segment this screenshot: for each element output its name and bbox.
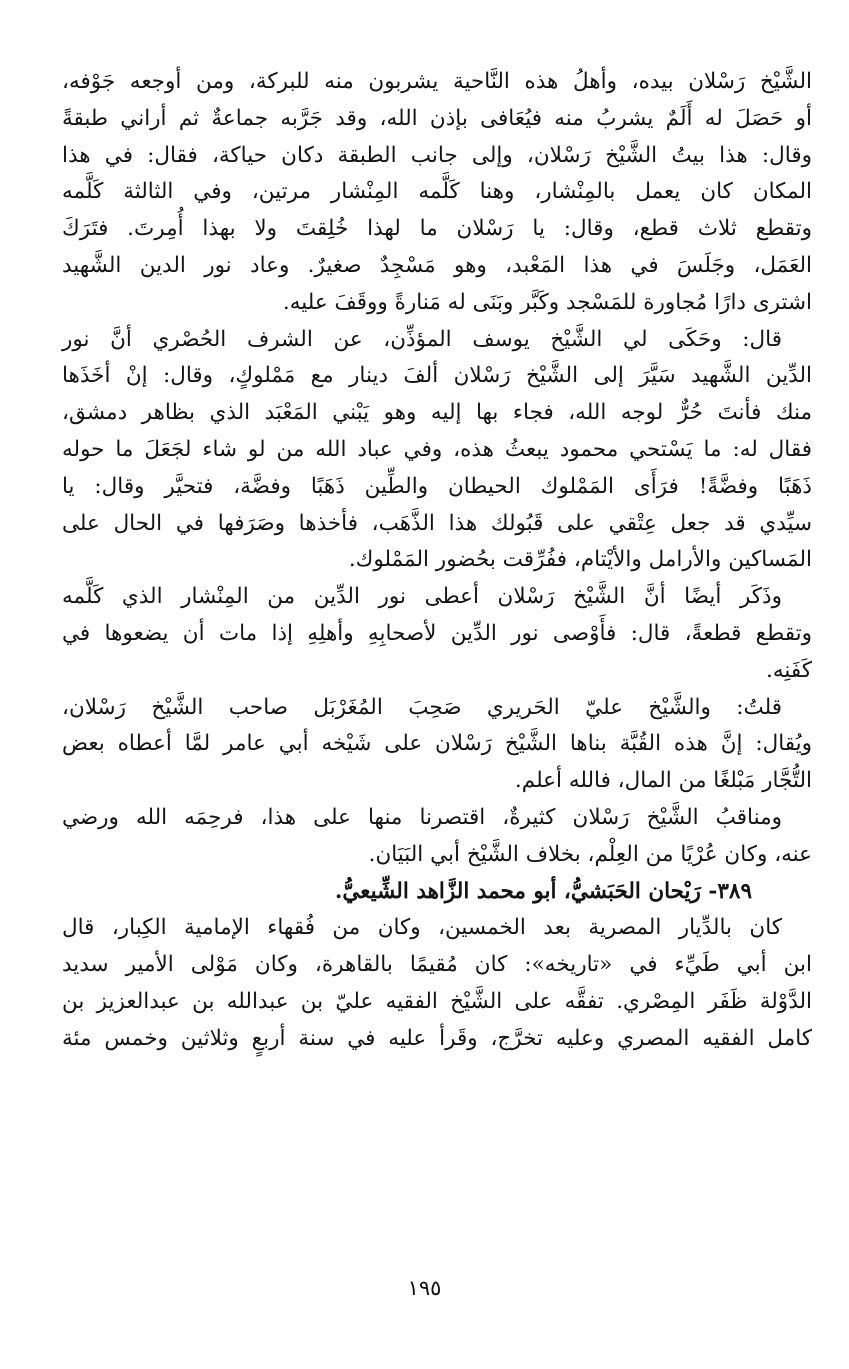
page-number: ١٩٥	[407, 1276, 442, 1300]
text-line: ومناقبُ الشَّيْخ رَسْلان كثيرةٌ، اقتصرنا منها على هذا، فرحِمَه الله ورضي	[62, 804, 782, 830]
text-line: الدِّين الشَّهيد سَيَّرَ إلى الشَّيْخ رَسْلان ألفَ دينار مع مَمْلوكٍ، وقال: إنْ أخَذَها	[62, 363, 812, 389]
text-line: المكان كان يعمل بالمِنْشار، وهنا كَلَّمه المِنْشار مرتين، وفي الثالثة كَلَّمه	[62, 179, 812, 205]
text-line: وقال: هذا بيتُ الشَّيْخ رَسْلان، وإلى جانب الطبقة دكان حياكة، فقال: في هذا	[62, 142, 812, 168]
text-line: فقال له: ما يَسْتحي محمود يبعثُ هذه، وفي عباد الله من لو شاء لجَعَلَ ما حوله	[62, 436, 812, 462]
text-line: المَساكين والأرامل والأيْتام، ففُرِّقت بحُضور المَمْلوك.	[348, 547, 812, 573]
text-line: عنه، وكان عُرْيًا من العِلْم، بخلاف الشَّيْخ أبي البَيَان.	[368, 841, 812, 867]
entry-heading: ٣٨٩- رَيْحان الحَبَشيُّ، أبو محمد الزَّاهد الشِّيعيُّ.	[334, 878, 752, 904]
text-line: الشَّيْخ رَسْلان بيده، وأهلُ هذه النَّاحية يشربون منه للبركة، ومن أوجعه جَوْفه،	[62, 69, 812, 94]
text-line: التُّجَّار مَبْلغًا من المال، فالله أعلم.	[514, 768, 812, 794]
text-line: وتقطع قطعةً، قال: فأَوْصى نور الدِّين لأصحابِهِ وأهلِهِ إذا مات أن يضعوها في	[62, 620, 812, 646]
text-line: منك فأنتَ حُرٌّ لوجه الله، فجاء بها إليه وهو يَبْني المَعْبَد الذي بظاهر دمشق،	[62, 400, 812, 426]
text-line: ذَهَبًا وفضَّةً! فرَأَى المَمْلوك الحيطان والطِّين ذَهَبًا وفضَّة، فتحيَّر وقال: يا	[62, 473, 812, 499]
page-body	[62, 64, 812, 1058]
text-line: سيِّدي قد جعل عِتْقي على قَبُولك هذا الذَّهَب، فأخذها وصَرَفها في الحال على	[62, 510, 812, 536]
text-line: اشترى دارًا مُجاورة للمَسْجد وكَبَّر وبَنَى له مَنارةً ووقَفَ عليه.	[282, 289, 812, 315]
text-line: وذَكَر أيضًا أنَّ الشَّيْخ رَسْلان أعطى نور الدِّين من المِنْشار الذي كَلَّمه	[62, 584, 782, 610]
text-line: أو حَصَلَ له أَلَمٌ يشربُ منه فيُعَافى بإذن الله، وقد جَرَّبه جماعةٌ ثم أراني طبقةً	[62, 105, 812, 131]
text-line: كان بالدِّيار المصرية بعد الخمسين، وكان من فُقهاء الإمامية الكِبار، قال	[62, 915, 782, 941]
text-line: ابن أبي طَيِّء في «تاريخه»: كان مُقيمًا بالقاهرة، وكان مَوْلى الأمير سديد	[62, 952, 812, 978]
text-line: وتقطع ثلاث قطع، وقال: يا رَسْلان ما لهذا خُلِقتَ ولا بهذا أُمِرتَ. فتَرَكَ	[62, 216, 812, 242]
text-line: الدَّوْلة ظَفَر المِصْري. تفقَّه على الشَّيْخ الفقيه عليّ بن عبدالله بن عبدالعزيز بن	[62, 988, 812, 1014]
text-line: ويُقال: إنَّ هذه القُبَّة بناها الشَّيْخ رَسْلان على شَيْخه أبي عامر لمَّا أعطاه بعض	[62, 731, 812, 757]
text-line: قال: وحَكَى لي الشَّيْخ يوسف المؤذِّن، عن الشرف الحُصْري أنَّ نور	[62, 326, 782, 352]
text-line: كامل الفقيه المصري وعليه تخرَّج، وقَرأ عليه في سنة أربعٍ وثلاثين وخمس مئة	[62, 1025, 812, 1051]
text-line: كَفَنِه.	[766, 657, 812, 683]
text-line: قلتُ: والشَّيْخ عليّ الحَريري صَحِبَ المُغَرْبَل صاحب الشَّيْخ رَسْلان،	[62, 694, 782, 720]
text-line: العَمَل، وجَلَسَ في هذا المَعْبد، وهو مَسْجِدٌ صغيرٌ. وعاد نور الدين الشَّهيد	[62, 252, 812, 278]
